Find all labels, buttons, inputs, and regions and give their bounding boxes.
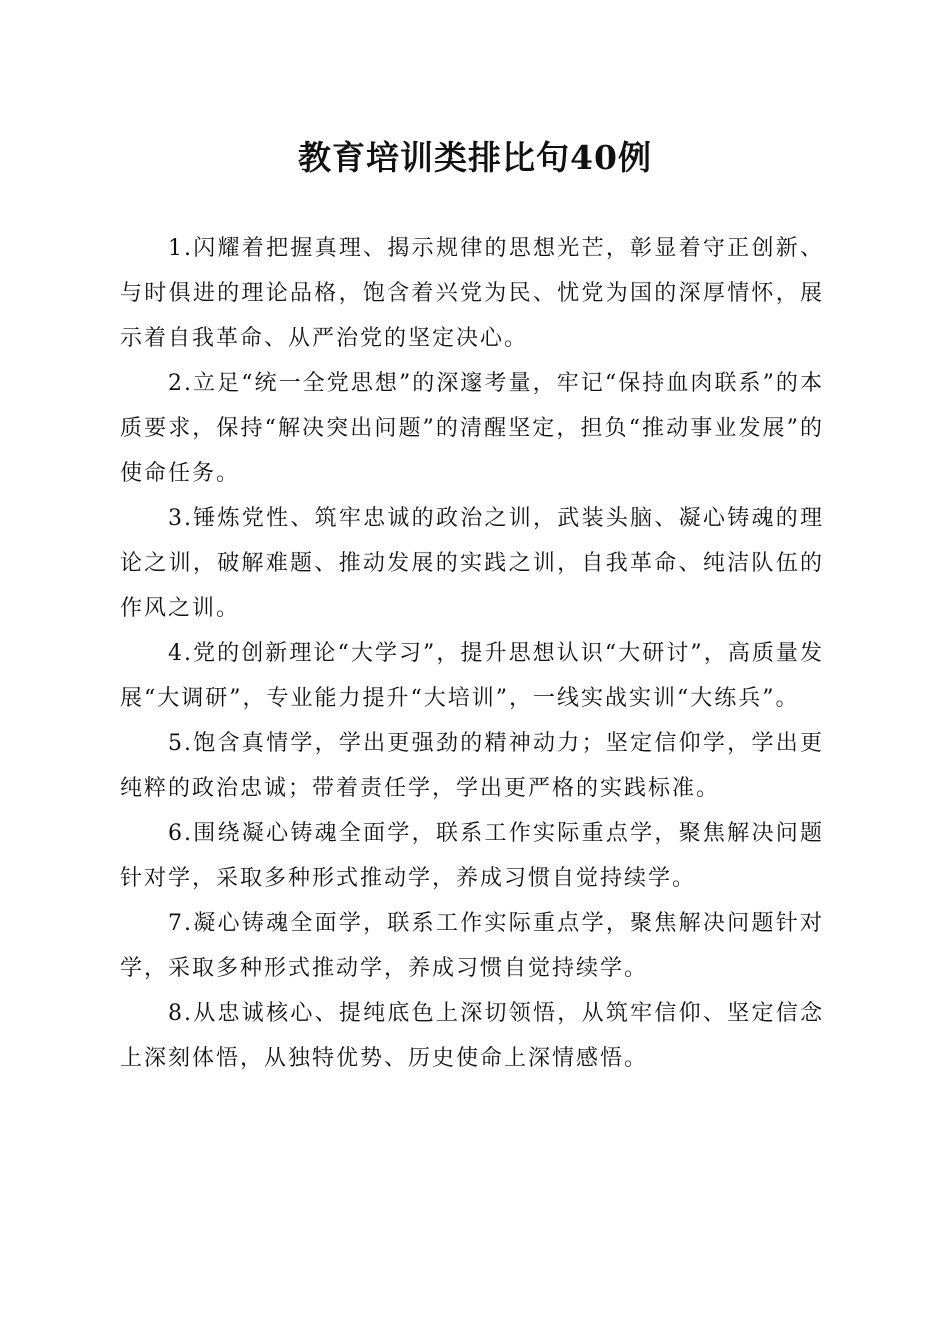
- paragraph-4: 4.党的创新理论“大学习”，提升思想认识“大研讨”，高质量发展“大调研”，专业能力提升“大培训”，一线实战实训“大练兵”。: [120, 641, 824, 711]
- paragraph-7: 7.凝心铸魂全面学，联系工作实际重点学，聚焦解决问题针对学，采取多种形式推动学，养成习惯自觉持续学。: [120, 911, 824, 981]
- paragraph-2: 2.立足“统一全党思想”的深邃考量，牢记“保持血肉联系”的本质要求，保持“解决突出问题”的清醒坚定，担负“推动事业发展”的使命任务。: [120, 371, 824, 486]
- document-title: 教育培训类排比句40例: [298, 138, 652, 177]
- paragraph-6: 6.围绕凝心铸魂全面学，联系工作实际重点学，聚焦解决问题针对学，采取多种形式推动学，养成习惯自觉持续学。: [120, 821, 824, 891]
- paragraph-5: 5.饱含真情学，学出更强劲的精神动力；坚定信仰学，学出更纯粹的政治忠诚；带着责任学，学出更严格的实践标准。: [120, 731, 824, 801]
- paragraph-3: 3.锤炼党性、筑牢忠诚的政治之训，武装头脑、凝心铸魂的理论之训，破解难题、推动发展的实践之训，自我革命、纯洁队伍的作风之训。: [120, 506, 824, 621]
- document-body: [120, 226, 824, 1081]
- paragraph-8: 8.从忠诚核心、提纯底色上深切领悟，从筑牢信仰、坚定信念上深刻体悟，从独特优势、历史使命上深情感悟。: [120, 1001, 824, 1071]
- paragraph-1: 1.闪耀着把握真理、揭示规律的思想光芒，彰显着守正创新、与时俱进的理论品格，饱含着兴党为民、忧党为国的深厚情怀，展示着自我革命、从严治党的坚定决心。: [120, 236, 824, 351]
